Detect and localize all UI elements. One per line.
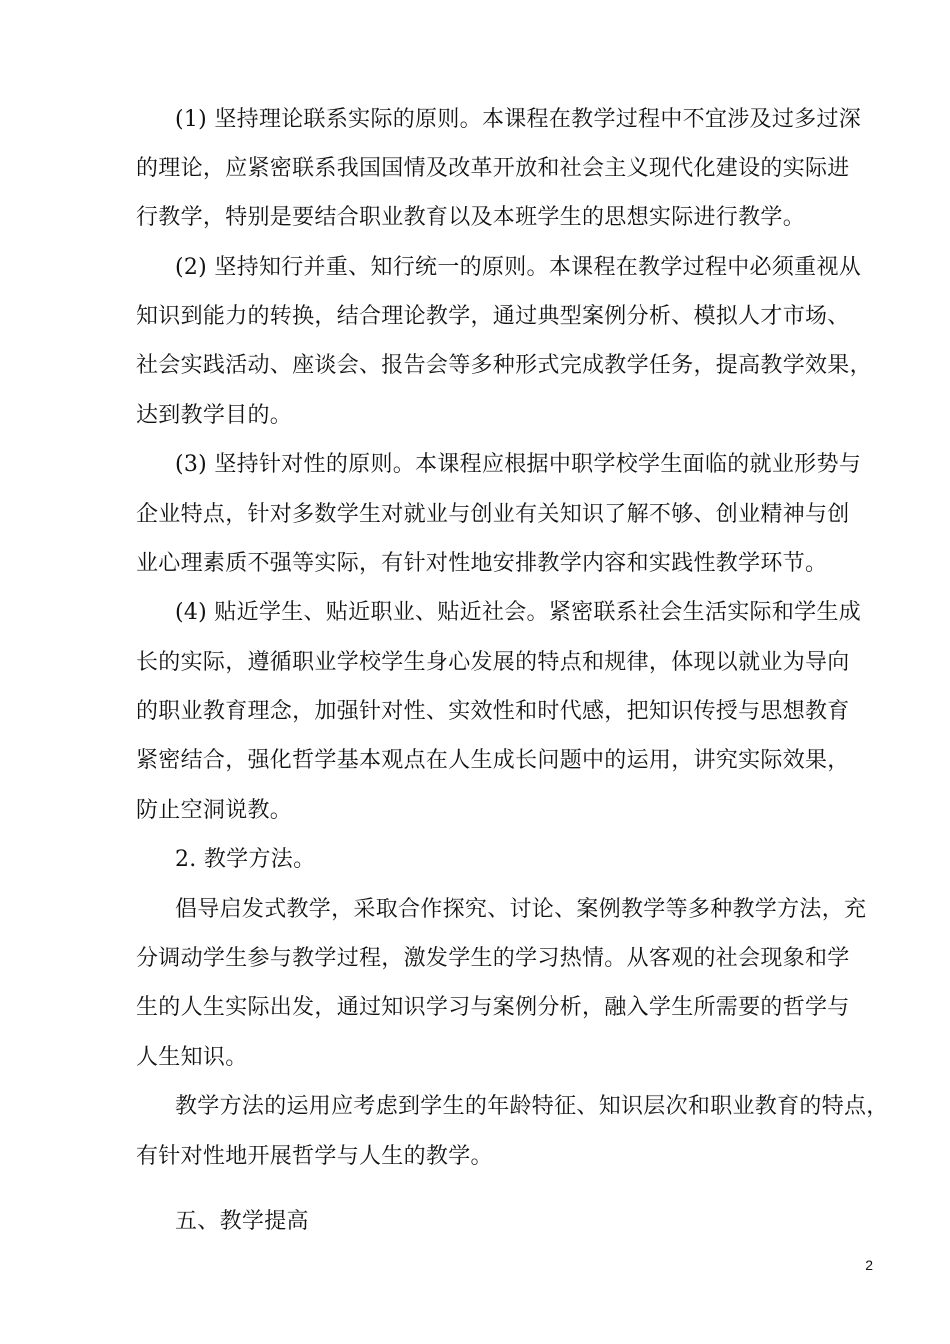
paragraph-2-line-3: 社会实践活动、座谈会、报告会等多种形式完成教学任务，提高教学效果， [136, 353, 872, 378]
paragraph-6-line-2: 有针对性地开展哲学与人生的教学。 [136, 1144, 493, 1169]
paragraph-2-line-4: 达到教学目的。 [136, 403, 293, 428]
paragraph-2-line-2: 知识到能力的转换，结合理论教学，通过典型案例分析、模拟人才市场、 [136, 304, 850, 329]
paragraph-6-line-1: 教学方法的运用应考虑到学生的年龄特征、知识层次和职业教育的特点， [175, 1094, 889, 1119]
paragraph-3-line-2: 企业特点，针对多数学生对就业与创业有关知识了解不够、创业精神与创 [136, 502, 850, 527]
paragraph-4-line-3: 的职业教育理念，加强针对性、实效性和时代感，把知识传授与思想教育 [136, 699, 850, 724]
paragraph-3-line-3: 业心理素质不强等实际，有针对性地安排教学内容和实践性教学环节。 [136, 551, 828, 576]
paragraph-5-line-3: 生的人生实际出发，通过知识学习与案例分析，融入学生所需要的哲学与 [136, 995, 850, 1020]
paragraph-1-line-1: (1) 坚持理论联系实际的原则。本课程在教学过程中不宜涉及过多过深 [175, 107, 862, 132]
paragraph-1-line-3: 行教学，特别是要结合职业教育以及本班学生的思想实际进行教学。 [136, 205, 806, 230]
paragraph-5-line-1: 倡导启发式教学，采取合作探究、讨论、案例教学等多种教学方法，充 [175, 897, 867, 922]
paragraph-4-line-5: 防止空洞说教。 [136, 798, 293, 823]
paragraph-5-line-4: 人生知识。 [136, 1045, 248, 1070]
paragraph-2-line-1: (2) 坚持知行并重、知行统一的原则。本课程在教学过程中必须重视从 [175, 255, 862, 280]
paragraph-4-line-1: (4) 贴近学生、贴近职业、贴近社会。紧密联系社会生活实际和学生成 [175, 600, 862, 625]
paragraph-1-line-2: 的理论，应紧密联系我国国情及改革开放和社会主义现代化建设的实际进 [136, 156, 850, 181]
paragraph-3-line-1: (3) 坚持针对性的原则。本课程应根据中职学校学生面临的就业形势与 [175, 452, 862, 477]
page-number: 2 [865, 1257, 873, 1273]
section-heading-teaching-improvement: 五、教学提高 [175, 1209, 309, 1234]
section-heading-teaching-methods: 2. 教学方法。 [175, 847, 316, 872]
paragraph-4-line-2: 长的实际，遵循职业学校学生身心发展的特点和规律，体现以就业为导向 [136, 650, 850, 675]
paragraph-5-line-2: 分调动学生参与教学过程，激发学生的学习热情。从客观的社会现象和学 [136, 946, 850, 971]
paragraph-4-line-4: 紧密结合，强化哲学基本观点在人生成长问题中的运用，讲究实际效果， [136, 748, 850, 773]
